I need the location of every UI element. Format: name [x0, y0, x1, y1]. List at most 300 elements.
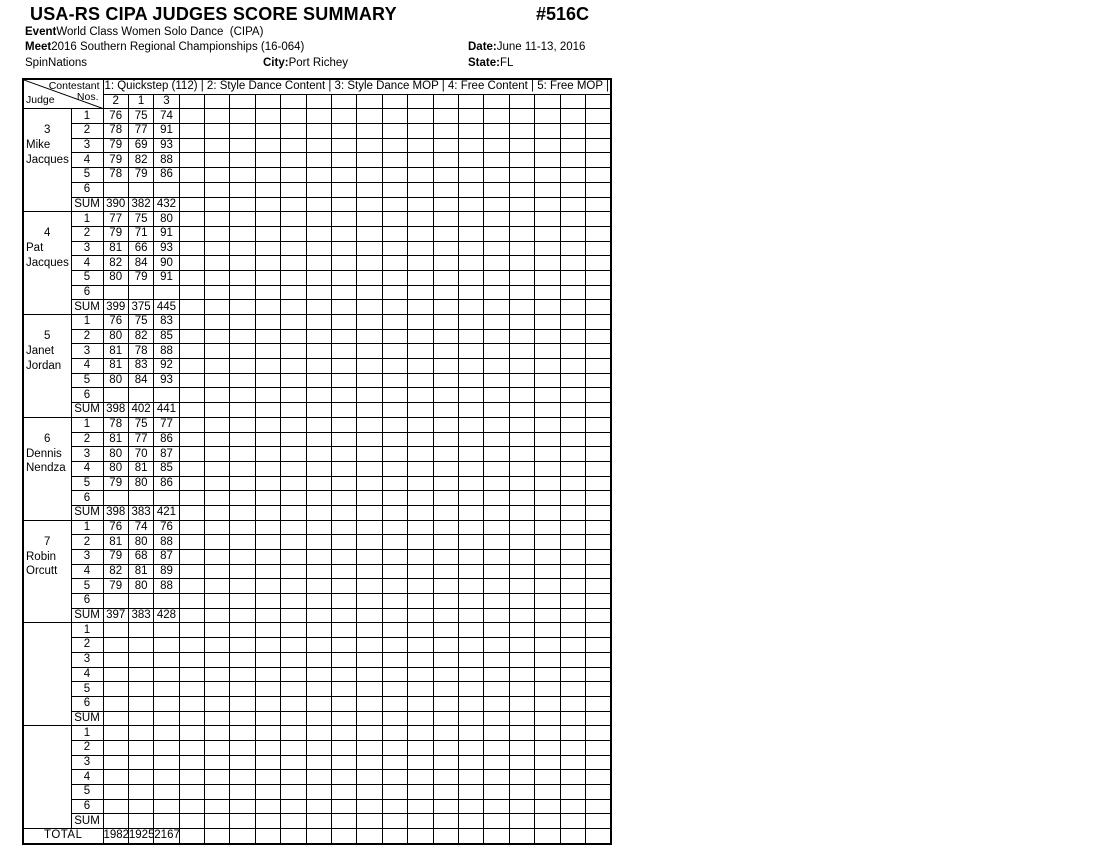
score-cell [535, 109, 560, 124]
score-cell [535, 226, 560, 241]
sum-cell: 445 [154, 300, 179, 315]
score-cell [103, 682, 128, 697]
sum-cell [509, 814, 534, 829]
score-cell [509, 550, 534, 565]
sum-cell [433, 300, 458, 315]
score-cell [128, 785, 153, 800]
score-cell [103, 696, 128, 711]
score-cell [484, 182, 509, 197]
sum-cell: 398 [103, 403, 128, 418]
sum-cell: 398 [103, 505, 128, 520]
score-cell [255, 182, 280, 197]
score-cell: 74 [154, 109, 179, 124]
score-cell [205, 579, 230, 594]
score-cell [535, 212, 560, 227]
score-cell [255, 785, 280, 800]
row-label: 6 [71, 182, 103, 197]
score-cell: 70 [128, 447, 153, 462]
score-cell [382, 535, 407, 550]
score-cell [408, 256, 433, 271]
score-cell [306, 344, 331, 359]
score-cell [509, 652, 534, 667]
score-cell [535, 667, 560, 682]
sum-cell [535, 711, 560, 726]
score-cell [560, 520, 585, 535]
score-cell [433, 491, 458, 506]
contestant-number-cell: 1 [128, 94, 153, 109]
score-cell [357, 579, 382, 594]
score-cell [179, 138, 204, 153]
score-cell [382, 579, 407, 594]
score-cell [332, 417, 357, 432]
total-label: TOTAL [23, 829, 103, 844]
score-cell [103, 785, 128, 800]
score-cell [281, 461, 306, 476]
score-cell [179, 535, 204, 550]
sum-cell [332, 300, 357, 315]
sum-cell [382, 711, 407, 726]
score-cell [585, 652, 611, 667]
score-cell: 85 [154, 329, 179, 344]
sum-cell [357, 403, 382, 418]
score-cell [382, 491, 407, 506]
score-cell [484, 388, 509, 403]
judge-cell [23, 109, 71, 212]
row-label: SUM [71, 505, 103, 520]
score-cell [357, 682, 382, 697]
score-cell [560, 447, 585, 462]
sum-cell [128, 711, 153, 726]
score-cell: 93 [154, 138, 179, 153]
sum-cell [585, 197, 611, 212]
score-cell [306, 726, 331, 741]
score-cell [230, 652, 255, 667]
score-cell [408, 432, 433, 447]
score-cell [306, 359, 331, 374]
score-cell [103, 388, 128, 403]
score-cell [535, 461, 560, 476]
score-cell [255, 256, 280, 271]
score-cell [357, 740, 382, 755]
score-cell [433, 726, 458, 741]
score-cell [509, 520, 534, 535]
score-cell [230, 153, 255, 168]
score-cell: 74 [128, 520, 153, 535]
score-cell [205, 417, 230, 432]
score-cell [357, 344, 382, 359]
score-cell [382, 770, 407, 785]
score-cell [332, 726, 357, 741]
score-cell [357, 564, 382, 579]
sum-cell [357, 300, 382, 315]
score-cell: 86 [154, 476, 179, 491]
score-cell [179, 682, 204, 697]
score-cell [205, 770, 230, 785]
judge-cell [23, 623, 71, 726]
score-cell [509, 799, 534, 814]
score-cell [103, 652, 128, 667]
score-cell [458, 491, 483, 506]
row-label: 1 [71, 520, 103, 535]
score-cell [535, 168, 560, 183]
score-cell [560, 256, 585, 271]
score-cell [484, 124, 509, 139]
score-cell [281, 109, 306, 124]
score-cell [154, 285, 179, 300]
score-cell [585, 667, 611, 682]
sum-cell [255, 505, 280, 520]
score-cell [230, 432, 255, 447]
score-cell: 79 [103, 476, 128, 491]
score-cell [255, 770, 280, 785]
score-cell [332, 285, 357, 300]
sum-cell [230, 711, 255, 726]
row-label: 5 [71, 785, 103, 800]
score-cell: 80 [128, 579, 153, 594]
score-cell [103, 638, 128, 653]
score-table [22, 78, 612, 845]
score-cell [281, 344, 306, 359]
score-cell [560, 696, 585, 711]
score-cell [306, 770, 331, 785]
sum-cell [306, 608, 331, 623]
score-cell: 80 [128, 535, 153, 550]
row-label: SUM [71, 197, 103, 212]
score-cell: 69 [128, 138, 153, 153]
meet-label: Meet [25, 41, 52, 53]
sum-cell [560, 711, 585, 726]
score-cell [357, 153, 382, 168]
score-cell [357, 491, 382, 506]
event-label: Event [25, 26, 57, 38]
score-cell [484, 726, 509, 741]
score-cell [509, 461, 534, 476]
sum-cell [484, 608, 509, 623]
score-cell [255, 447, 280, 462]
score-cell [306, 329, 331, 344]
score-cell [433, 785, 458, 800]
score-cell [484, 270, 509, 285]
score-cell [230, 344, 255, 359]
score-cell: 71 [128, 226, 153, 241]
judge-number: 7 [44, 535, 51, 548]
judge-name: Dennis Nendza [26, 447, 66, 475]
sum-cell [179, 711, 204, 726]
score-cell [408, 212, 433, 227]
contestant-number-cell [255, 94, 280, 109]
contestant-number-cell [408, 94, 433, 109]
sum-cell [281, 711, 306, 726]
contestant-number-cell [484, 94, 509, 109]
score-cell [408, 652, 433, 667]
score-cell [230, 417, 255, 432]
score-cell [585, 476, 611, 491]
score-cell [255, 344, 280, 359]
score-cell [306, 535, 331, 550]
score-cell [585, 153, 611, 168]
score-cell [408, 785, 433, 800]
score-cell [408, 770, 433, 785]
score-cell [408, 535, 433, 550]
sum-cell [535, 814, 560, 829]
score-cell [382, 329, 407, 344]
score-cell [128, 682, 153, 697]
score-cell [484, 373, 509, 388]
score-cell [332, 579, 357, 594]
score-cell [230, 226, 255, 241]
sum-cell [306, 814, 331, 829]
sum-cell [535, 403, 560, 418]
score-cell [332, 594, 357, 609]
row-label: 5 [71, 476, 103, 491]
score-cell [382, 256, 407, 271]
score-cell [230, 520, 255, 535]
score-cell [306, 212, 331, 227]
score-cell [306, 740, 331, 755]
score-cell [408, 447, 433, 462]
row-label: SUM [71, 608, 103, 623]
score-cell [560, 344, 585, 359]
score-cell [281, 755, 306, 770]
judge-number: 3 [44, 124, 51, 137]
score-cell [255, 579, 280, 594]
score-cell [154, 491, 179, 506]
score-cell [458, 594, 483, 609]
score-cell [332, 461, 357, 476]
score-cell [509, 329, 534, 344]
score-cell [382, 564, 407, 579]
sum-cell [255, 711, 280, 726]
sum-cell [560, 608, 585, 623]
score-cell [484, 241, 509, 256]
sum-cell [535, 608, 560, 623]
score-cell [306, 315, 331, 330]
city-line [263, 57, 348, 69]
score-cell [560, 564, 585, 579]
score-cell [357, 667, 382, 682]
score-cell: 78 [103, 168, 128, 183]
score-cell [382, 212, 407, 227]
score-cell [179, 667, 204, 682]
score-cell [179, 285, 204, 300]
score-cell [179, 652, 204, 667]
score-cell [585, 770, 611, 785]
score-cell [205, 153, 230, 168]
score-cell [128, 726, 153, 741]
score-cell [535, 447, 560, 462]
sum-cell [509, 505, 534, 520]
score-cell [484, 594, 509, 609]
score-cell [179, 124, 204, 139]
score-cell [382, 740, 407, 755]
score-cell [332, 256, 357, 271]
score-cell [128, 770, 153, 785]
score-cell [382, 109, 407, 124]
score-cell [408, 461, 433, 476]
doc-number: #516C [536, 4, 590, 24]
contestant-number-cell [433, 94, 458, 109]
sum-cell [560, 505, 585, 520]
score-cell [408, 329, 433, 344]
score-cell [535, 270, 560, 285]
score-cell [103, 182, 128, 197]
score-cell [306, 109, 331, 124]
score-cell [179, 755, 204, 770]
score-cell [306, 785, 331, 800]
score-cell [585, 270, 611, 285]
score-cell [458, 256, 483, 271]
score-cell [357, 241, 382, 256]
score-cell [154, 682, 179, 697]
row-label: 3 [71, 344, 103, 359]
score-cell [103, 770, 128, 785]
score-cell [585, 755, 611, 770]
score-cell [357, 270, 382, 285]
score-cell [306, 799, 331, 814]
score-cell [382, 124, 407, 139]
score-cell [179, 594, 204, 609]
sum-cell [585, 608, 611, 623]
score-cell: 80 [103, 447, 128, 462]
score-cell [205, 329, 230, 344]
sum-cell [281, 403, 306, 418]
score-cell [458, 270, 483, 285]
score-cell [179, 550, 204, 565]
score-cell [458, 241, 483, 256]
score-cell: 93 [154, 373, 179, 388]
score-cell [433, 755, 458, 770]
score-cell [433, 109, 458, 124]
score-cell [128, 491, 153, 506]
score-cell [306, 124, 331, 139]
score-cell [458, 579, 483, 594]
contestant-number-cell [535, 94, 560, 109]
score-cell [560, 432, 585, 447]
score-cell: 86 [154, 168, 179, 183]
score-cell [484, 447, 509, 462]
judge-cell [23, 315, 71, 418]
score-cell [458, 535, 483, 550]
total-cell [408, 829, 433, 844]
score-cell [408, 682, 433, 697]
sum-cell [179, 300, 204, 315]
contestant-number-cell [458, 94, 483, 109]
score-cell [585, 535, 611, 550]
score-cell [103, 740, 128, 755]
score-cell [535, 373, 560, 388]
score-cell [230, 535, 255, 550]
score-cell: 79 [103, 550, 128, 565]
row-label: 1 [71, 109, 103, 124]
score-cell [535, 491, 560, 506]
score-cell [306, 432, 331, 447]
score-cell [484, 226, 509, 241]
score-cell [205, 124, 230, 139]
score-cell [535, 740, 560, 755]
score-cell [154, 182, 179, 197]
city-value: Port Richey [288, 57, 348, 69]
score-cell [103, 726, 128, 741]
sum-cell [205, 197, 230, 212]
score-cell [255, 799, 280, 814]
score-cell [332, 432, 357, 447]
score-cell: 76 [103, 315, 128, 330]
score-cell [103, 491, 128, 506]
score-cell [408, 594, 433, 609]
state-label: State: [468, 57, 500, 69]
sum-cell [357, 608, 382, 623]
score-cell [433, 241, 458, 256]
score-cell [560, 535, 585, 550]
score-cell [408, 740, 433, 755]
score-cell [306, 153, 331, 168]
score-cell [408, 417, 433, 432]
score-cell [255, 726, 280, 741]
sum-cell [103, 814, 128, 829]
score-cell [306, 755, 331, 770]
row-label: 2 [71, 432, 103, 447]
score-cell [332, 770, 357, 785]
score-cell [306, 682, 331, 697]
score-cell: 90 [154, 256, 179, 271]
score-cell [179, 579, 204, 594]
score-cell [230, 623, 255, 638]
score-cell [179, 270, 204, 285]
sum-cell [332, 711, 357, 726]
score-cell [585, 447, 611, 462]
score-cell [484, 638, 509, 653]
row-label: 5 [71, 168, 103, 183]
score-cell [509, 109, 534, 124]
score-cell [433, 138, 458, 153]
score-cell: 87 [154, 550, 179, 565]
score-cell [357, 432, 382, 447]
score-cell [205, 667, 230, 682]
score-cell [458, 168, 483, 183]
score-cell [382, 359, 407, 374]
score-cell: 83 [128, 359, 153, 374]
sum-cell [585, 711, 611, 726]
score-cell [255, 270, 280, 285]
score-cell [332, 638, 357, 653]
score-cell [458, 432, 483, 447]
total-cell [458, 829, 483, 844]
score-cell [484, 329, 509, 344]
sum-cell [332, 814, 357, 829]
score-cell [458, 182, 483, 197]
score-cell [281, 476, 306, 491]
sum-cell: 383 [128, 608, 153, 623]
judge-number [24, 739, 71, 755]
score-cell [205, 550, 230, 565]
score-cell [433, 682, 458, 697]
score-cell [408, 623, 433, 638]
score-cell [458, 359, 483, 374]
score-cell [205, 373, 230, 388]
score-cell [281, 285, 306, 300]
judge-cell [23, 726, 71, 829]
score-cell [433, 256, 458, 271]
total-cell [205, 829, 230, 844]
score-cell [509, 785, 534, 800]
sum-cell [585, 300, 611, 315]
score-cell [433, 270, 458, 285]
row-label: 2 [71, 226, 103, 241]
sum-cell [408, 403, 433, 418]
sum-cell [230, 197, 255, 212]
score-cell [382, 652, 407, 667]
score-cell [230, 447, 255, 462]
